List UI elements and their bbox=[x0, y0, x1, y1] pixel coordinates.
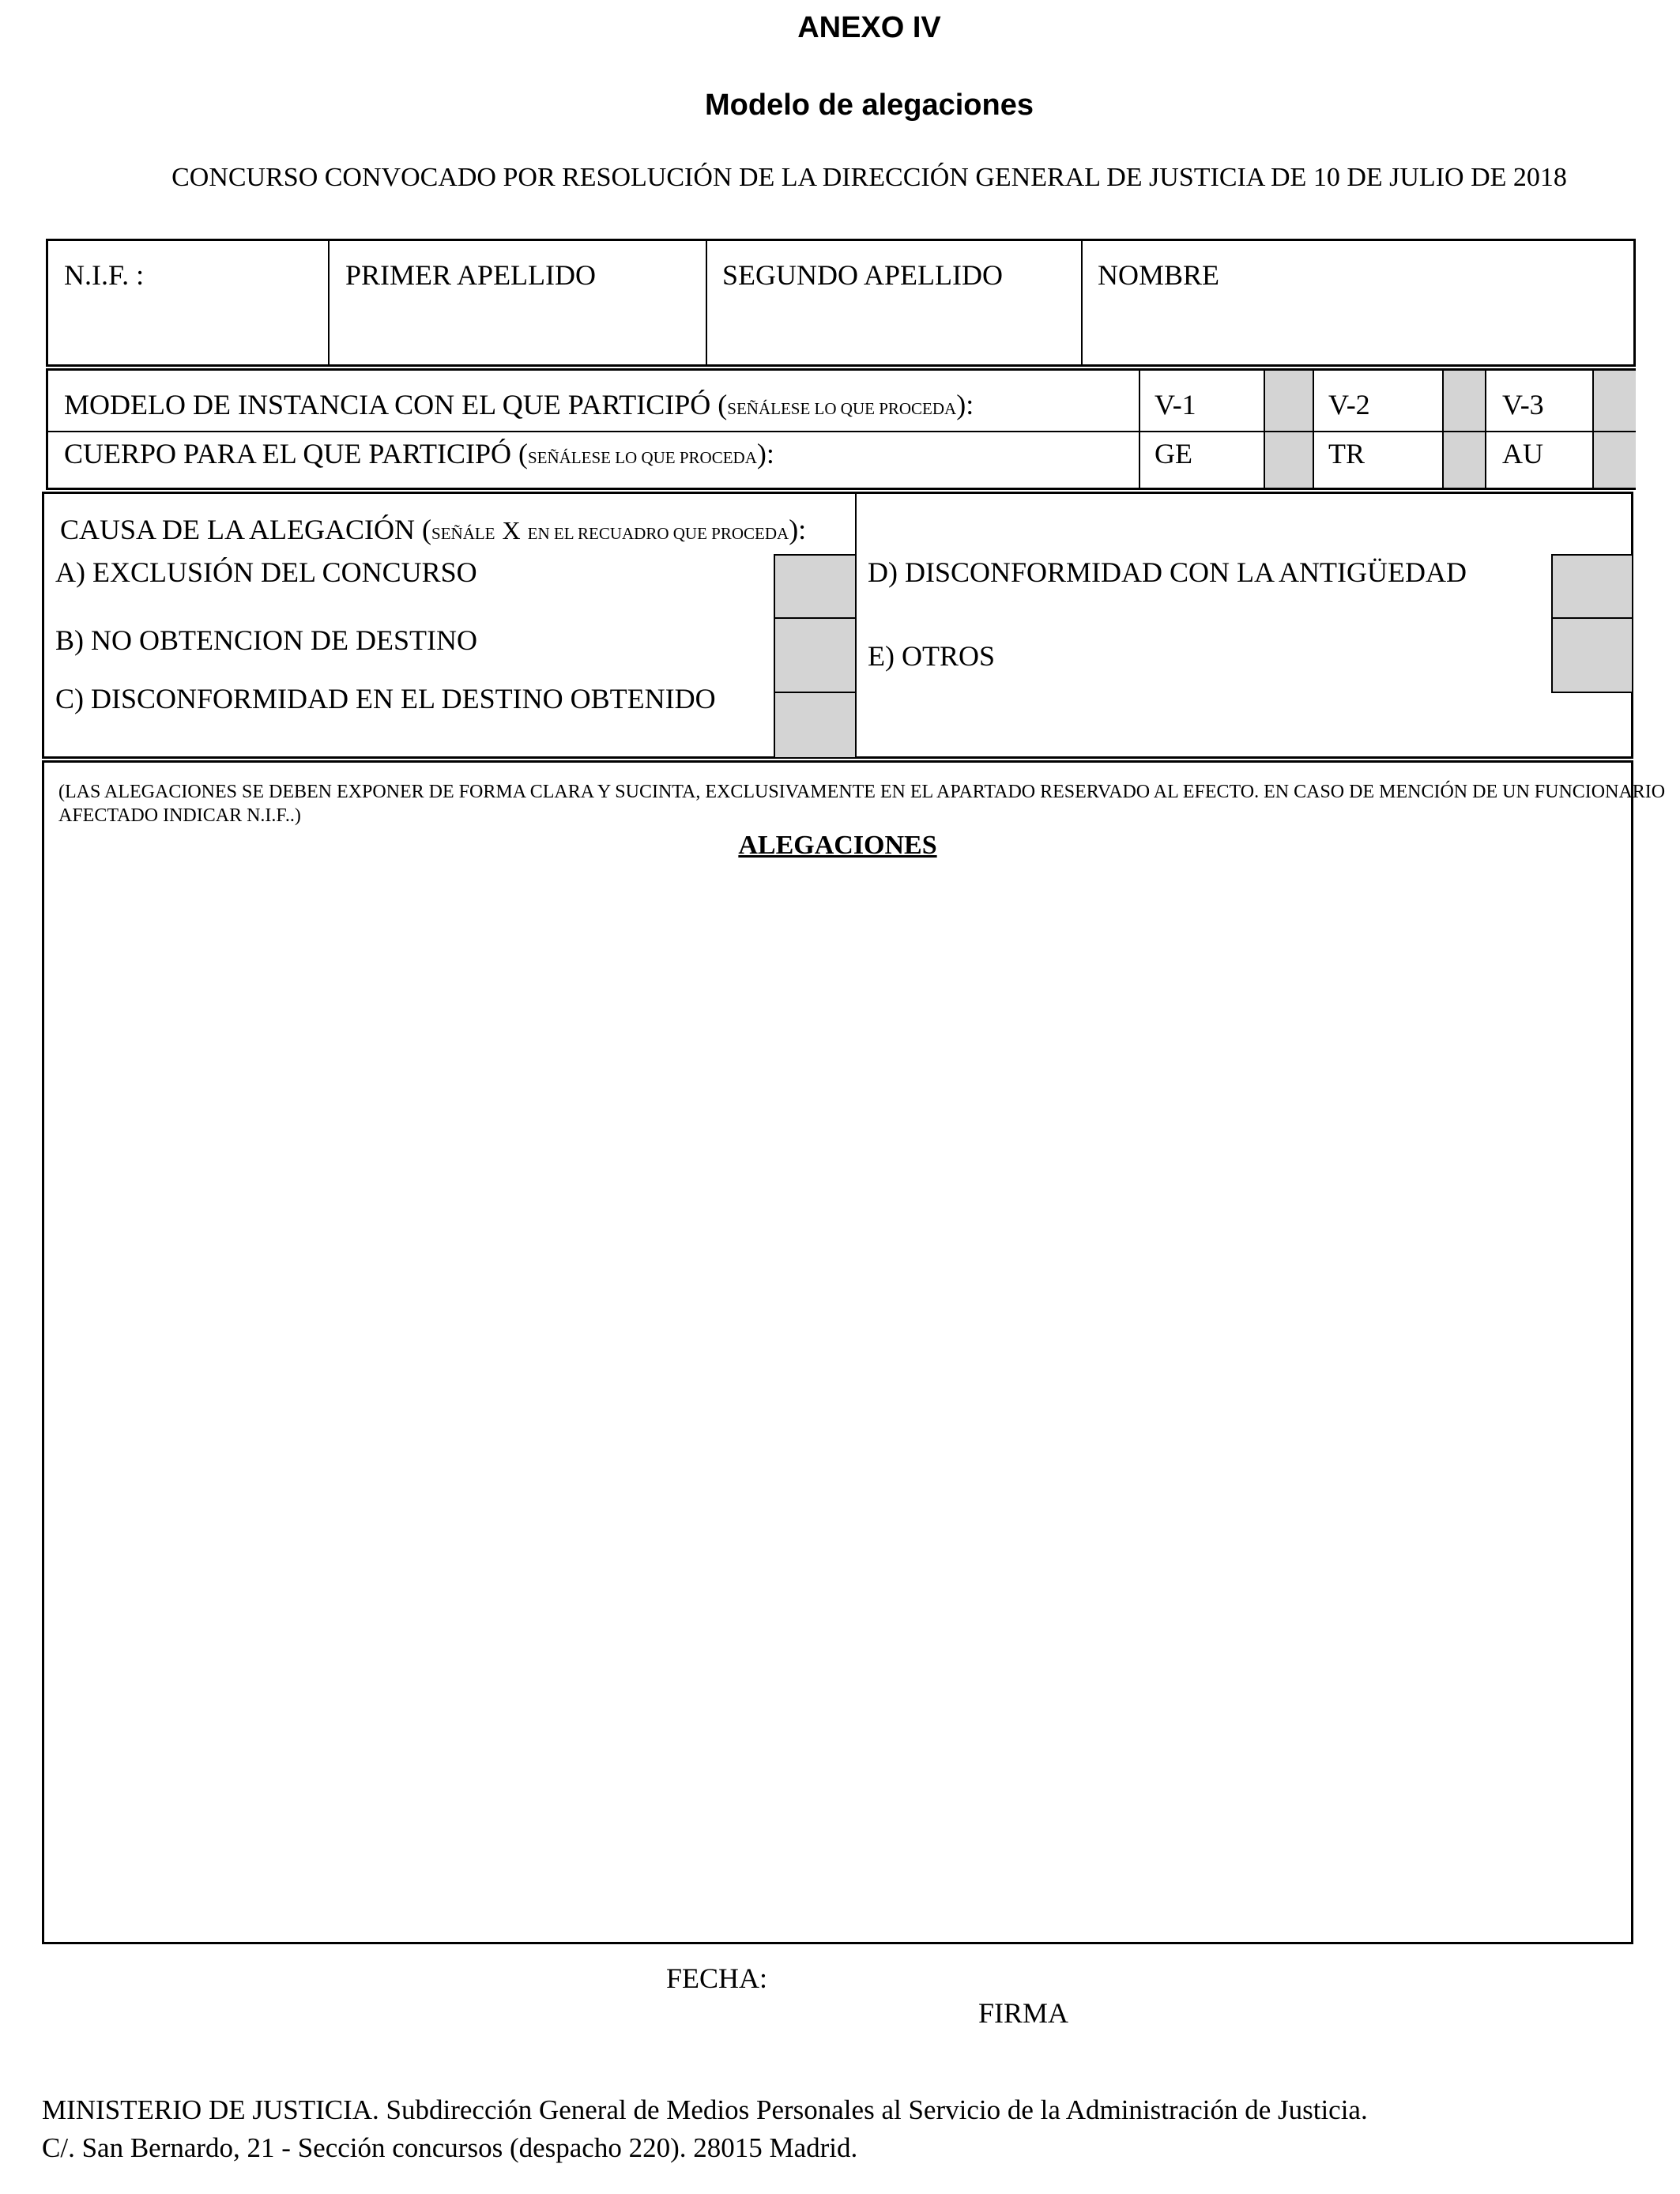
cause-label: CAUSA DE LA ALEGACIÓN (SEÑÁLE X EN EL RECUADRO QUE PROCEDA): bbox=[60, 514, 807, 545]
footer-address: C/. San Bernardo, 21 - Sección concursos (despacho 220). 28015 Madrid. bbox=[42, 2132, 858, 2163]
cause-option-e: E) OTROS bbox=[868, 640, 995, 672]
signature-label: FIRMA bbox=[978, 1997, 1069, 2029]
model-option-v2: V-2 bbox=[1328, 389, 1370, 420]
cause-d-checkbox[interactable] bbox=[1551, 554, 1633, 619]
allegations-section bbox=[42, 760, 1666, 1944]
body-tr-checkbox[interactable] bbox=[1444, 432, 1485, 488]
cause-c-checkbox[interactable] bbox=[774, 692, 857, 759]
body-au-checkbox[interactable] bbox=[1594, 432, 1636, 488]
date-label: FECHA: bbox=[666, 1962, 768, 1994]
model-title: Modelo de alegaciones bbox=[705, 89, 1034, 122]
model-v1-checkbox[interactable] bbox=[1265, 371, 1313, 431]
body-option-au: AU bbox=[1502, 438, 1543, 469]
cause-e-checkbox[interactable] bbox=[1551, 617, 1633, 693]
identity-section bbox=[46, 239, 1636, 367]
footer-ministry: MINISTERIO DE JUSTICIA. Subdirección General de Medios Personales al Servicio de la Administración de Justicia. bbox=[42, 2094, 1368, 2125]
model-label: MODELO DE INSTANCIA CON EL QUE PARTICIPÓ (SEÑÁLESE LO QUE PROCEDA): bbox=[64, 389, 974, 420]
contest-subtitle: CONCURSO CONVOCADO POR RESOLUCIÓN DE LA DIRECCIÓN GENERAL DE JUSTICIA DE 10 DE JULIO DE 2018 bbox=[171, 163, 1567, 192]
allegations-text-area[interactable] bbox=[52, 873, 1623, 1934]
participation-section bbox=[46, 368, 1636, 490]
allegations-title: ALEGACIONES bbox=[738, 831, 937, 860]
annex-title: ANEXO IV bbox=[797, 11, 941, 44]
model-v3-checkbox[interactable] bbox=[1594, 371, 1636, 431]
model-v2-checkbox[interactable] bbox=[1444, 371, 1485, 431]
cause-option-b: B) NO OBTENCION DE DESTINO bbox=[55, 624, 477, 656]
cause-b-checkbox[interactable] bbox=[774, 617, 857, 693]
second-surname-field[interactable]: SEGUNDO APELLIDO bbox=[722, 259, 1003, 291]
model-option-v1: V-1 bbox=[1155, 389, 1196, 420]
allegations-instructions: (LAS ALEGACIONES SE DEBEN EXPONER DE FORMA CLARA Y SUCINTA, EXCLUSIVAMENTE EN EL APARTADO RESERVADO AL EFECTO. EN CASO DE MENCIÓN DE UN FUNCIONARIO AFECTADO INDICAR N.I.F..) bbox=[58, 782, 1666, 826]
body-ge-checkbox[interactable] bbox=[1265, 432, 1313, 488]
body-option-tr: TR bbox=[1328, 438, 1365, 469]
body-option-ge: GE bbox=[1155, 438, 1192, 469]
first-surname-field[interactable]: PRIMER APELLIDO bbox=[345, 259, 597, 291]
cause-a-checkbox[interactable] bbox=[774, 554, 857, 619]
model-option-v3: V-3 bbox=[1502, 389, 1544, 420]
body-label: CUERPO PARA EL QUE PARTICIPÓ (SEÑÁLESE LO QUE PROCEDA): bbox=[64, 438, 774, 469]
nif-field[interactable]: N.I.F. : bbox=[64, 259, 145, 291]
cause-option-a: A) EXCLUSIÓN DEL CONCURSO bbox=[55, 556, 477, 588]
name-field[interactable]: NOMBRE bbox=[1098, 259, 1220, 291]
cause-section bbox=[42, 492, 1633, 759]
cause-option-d: D) DISCONFORMIDAD CON LA ANTIGÜEDAD bbox=[868, 556, 1467, 588]
cause-option-c: C) DISCONFORMIDAD EN EL DESTINO OBTENIDO bbox=[55, 683, 716, 714]
